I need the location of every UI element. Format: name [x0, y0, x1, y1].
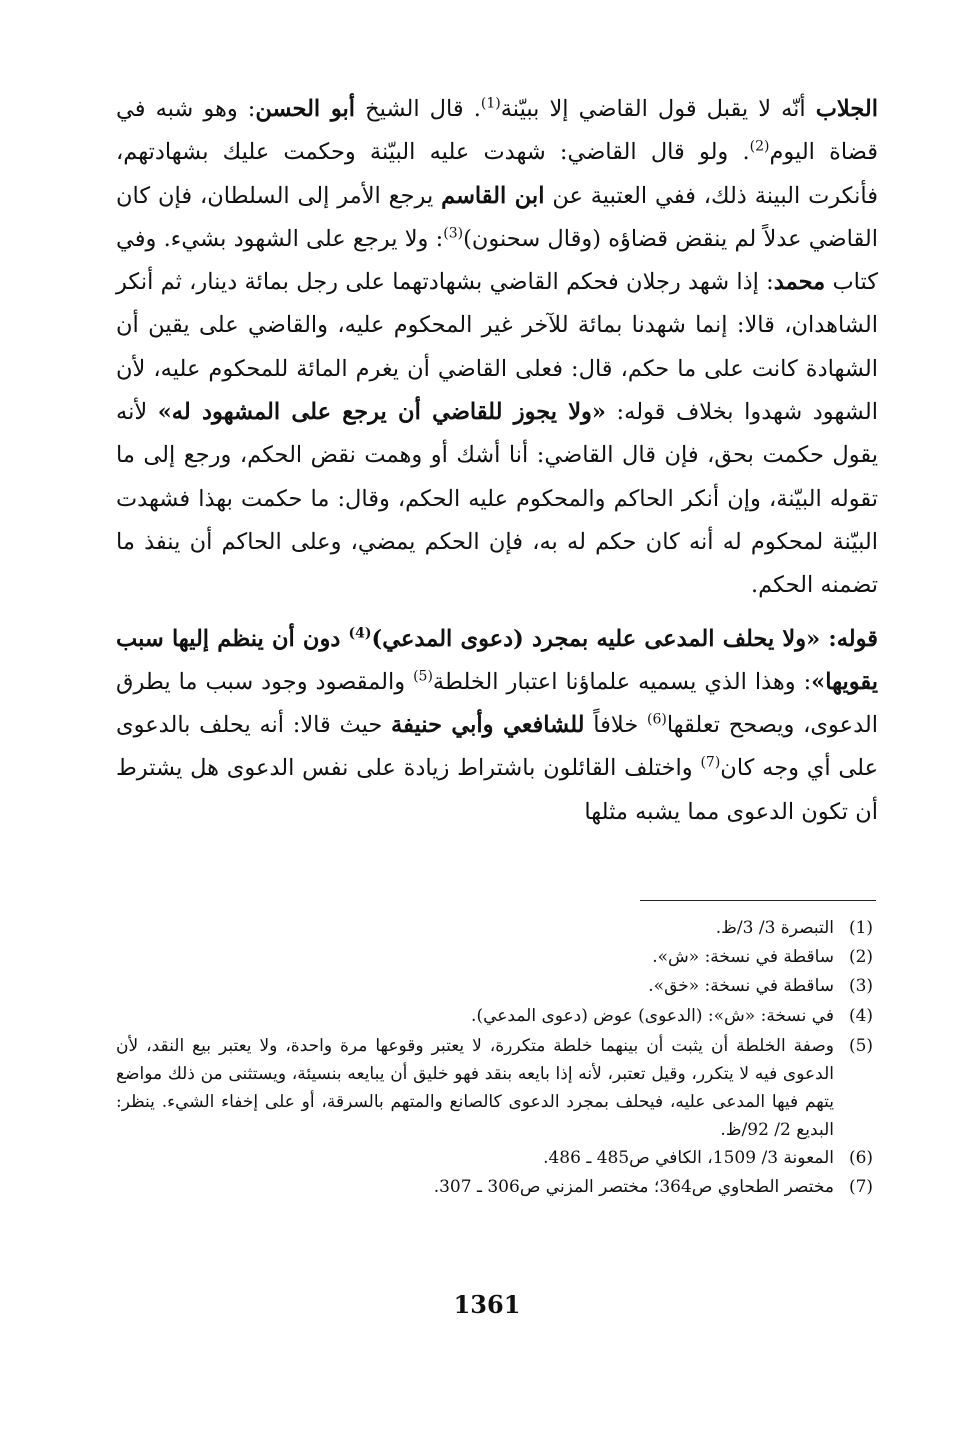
footnote-number: (5): [848, 1035, 874, 1056]
footnote-text: ساقطة في نسخة: «ش».: [652, 947, 834, 968]
footnote-text: المعونة 3/ 1509، الكافي ص485 ـ 486.: [543, 1147, 834, 1168]
text-segment: حيث قالا: أنه يحلف بالدعوى على أي وجه كان: [116, 712, 879, 782]
text-segment: واختلف القائلون باشتراط زيادة على نفس الدعوى هل يشترط أن تكون الدعوى مما يشبه مثلها: [116, 755, 878, 825]
footnote-item: [116, 972, 878, 1001]
text-segment: . ولو قال القاضي: شهدت عليه البيّنة وحكمت عليك بشهادتهم، فأنكرت البينة ذلك، ففي العتبية عن: [116, 139, 878, 209]
text-segment: . قال الشيخ: [355, 96, 481, 122]
footnote-text: في نسخة: «ش»: (الدعوى) عوض (دعوى المدعي).: [471, 1005, 834, 1026]
bold-quote-part-2: دون أن ينظم إليها سبب يقويها»: [116, 625, 878, 695]
footnote-number: (7): [848, 1177, 874, 1198]
footnote-number: (1): [848, 918, 874, 938]
paragraph-1: [116, 88, 878, 608]
footnote-number: (4): [848, 1005, 874, 1026]
text-segment: يرجع الأمر إلى السلطان، فإن كان القاضي عدلاً لم ينقض قضاؤه (وقال سحنون): [116, 182, 878, 252]
footnote-text: التبصرة 3/ 3/ظ.: [715, 918, 834, 938]
footnote-text: مختصر الطحاوي ص364؛ مختصر المزني ص306 ـ 307.: [433, 1177, 834, 1198]
footnote-number: (2): [848, 947, 874, 968]
footnote-number: (6): [848, 1147, 874, 1168]
text-segment-lead: قوله:: [820, 625, 878, 652]
footnote-item: [116, 943, 878, 972]
footnote-divider: [640, 900, 876, 901]
paragraph-2: [116, 618, 878, 834]
bold-quote-part-1: «ولا يحلف المدعى عليه بمجرد (دعوى المدعي): [371, 625, 821, 652]
text-segment: لأنه يقول حكمت بحق، فإن قال القاضي: أنا أشك أو وهمت نقض الحكم، ورجع إلى ما تقوله البيّنة، وإن أنكر الحاكم والمحكوم عليه الحكم، وقال: ما حكمت بهذا فشهدت البيّنة لمحكوم له أنه كان حكم له به، فإن الحكم يمضي، وعلى الحاكم أن ينفذ ما تضمنه الحكم.: [116, 399, 878, 599]
footnote-ref-4[interactable]: (4): [348, 625, 372, 642]
page-number: 1361: [453, 1290, 521, 1319]
footnotes: [116, 914, 878, 1202]
footnote-ref-6[interactable]: (6): [646, 711, 667, 728]
bold-name-jallab: الجلاب: [815, 96, 878, 122]
footnote-ref-2[interactable]: (2): [749, 138, 770, 155]
footnote-item: [116, 1144, 878, 1173]
text-segment: : إذا شهد رجلان فحكم القاضي بشهادتهما على رجل بمائة دينار، ثم أنكر الشاهدان، قالا: إنما شهدنا بمائة للآخر غير المحكوم عليه، والقاضي على يقين أن الشهادة كانت على ما حكم، قال: فعلى القاضي أن يغرم المائة للمحكوم عليه، لأن الشهود شهدوا بخلاف قوله:: [116, 269, 878, 426]
bold-names-shafii-abu-hanifa: للشافعي وأبي حنيفة: [391, 712, 585, 739]
footnote-ref-1[interactable]: (1): [480, 95, 501, 112]
text-segment: : وهذا الذي يسميه علماؤنا اعتبار الخلطة: [432, 668, 812, 695]
text-segment: أنّه لا يقبل قول القاضي إلا ببيّنة: [500, 96, 816, 122]
footnote-text: ساقطة في نسخة: «خق».: [648, 976, 834, 997]
footnote-ref-5[interactable]: (5): [413, 668, 433, 685]
footnote-ref-3[interactable]: (3): [443, 225, 464, 242]
text-segment: : وهو شبه في قضاة اليوم: [116, 96, 878, 166]
bold-name-muhammad: محمد: [773, 269, 826, 296]
text-segment: والمقصود وجود سبب ما يطرق الدعوى، ويصحح تعلقها: [116, 668, 878, 739]
text-segment: خلافاً: [584, 712, 647, 739]
footnote-ref-7[interactable]: (7): [700, 754, 721, 771]
footnote-item: [116, 1032, 878, 1144]
footnote-item: [116, 1173, 878, 1202]
footnote-item: [116, 914, 878, 943]
bold-quote: «ولا يجوز للقاضي أن يرجع على المشهود له»: [157, 399, 606, 426]
main-text: [116, 88, 878, 834]
footnote-number: (3): [848, 976, 874, 997]
text-segment: : ولا يرجع على الشهود بشيء. وفي كتاب: [116, 225, 878, 296]
bold-name-ibn-al-qasim: ابن القاسم: [441, 182, 545, 209]
footnote-text: وصفة الخلطة أن يثبت أن بينهما خلطة متكررة، لا يعتبر وقوعها مرة واحدة، ولا يعتبر بيع النقد، لأن الدعوى فيه لا يتكرر، وقيل تعتبر، لأنه إذا بايعه بنقد فهو خليق أن يبايعه بنسيئة، ويستثنى من ذلك مواضع يتهم فيها المدعى عليه، فيحلف بمجرد الدعوى كالصانع والمتهم بالسرقة، أو على إخفاء الشيء. ينظر: البديع 2/ 92/ظ.: [116, 1035, 834, 1140]
bold-name-abu-al-hasan: أبو الحسن: [255, 96, 356, 122]
footnote-item: [116, 1002, 878, 1031]
